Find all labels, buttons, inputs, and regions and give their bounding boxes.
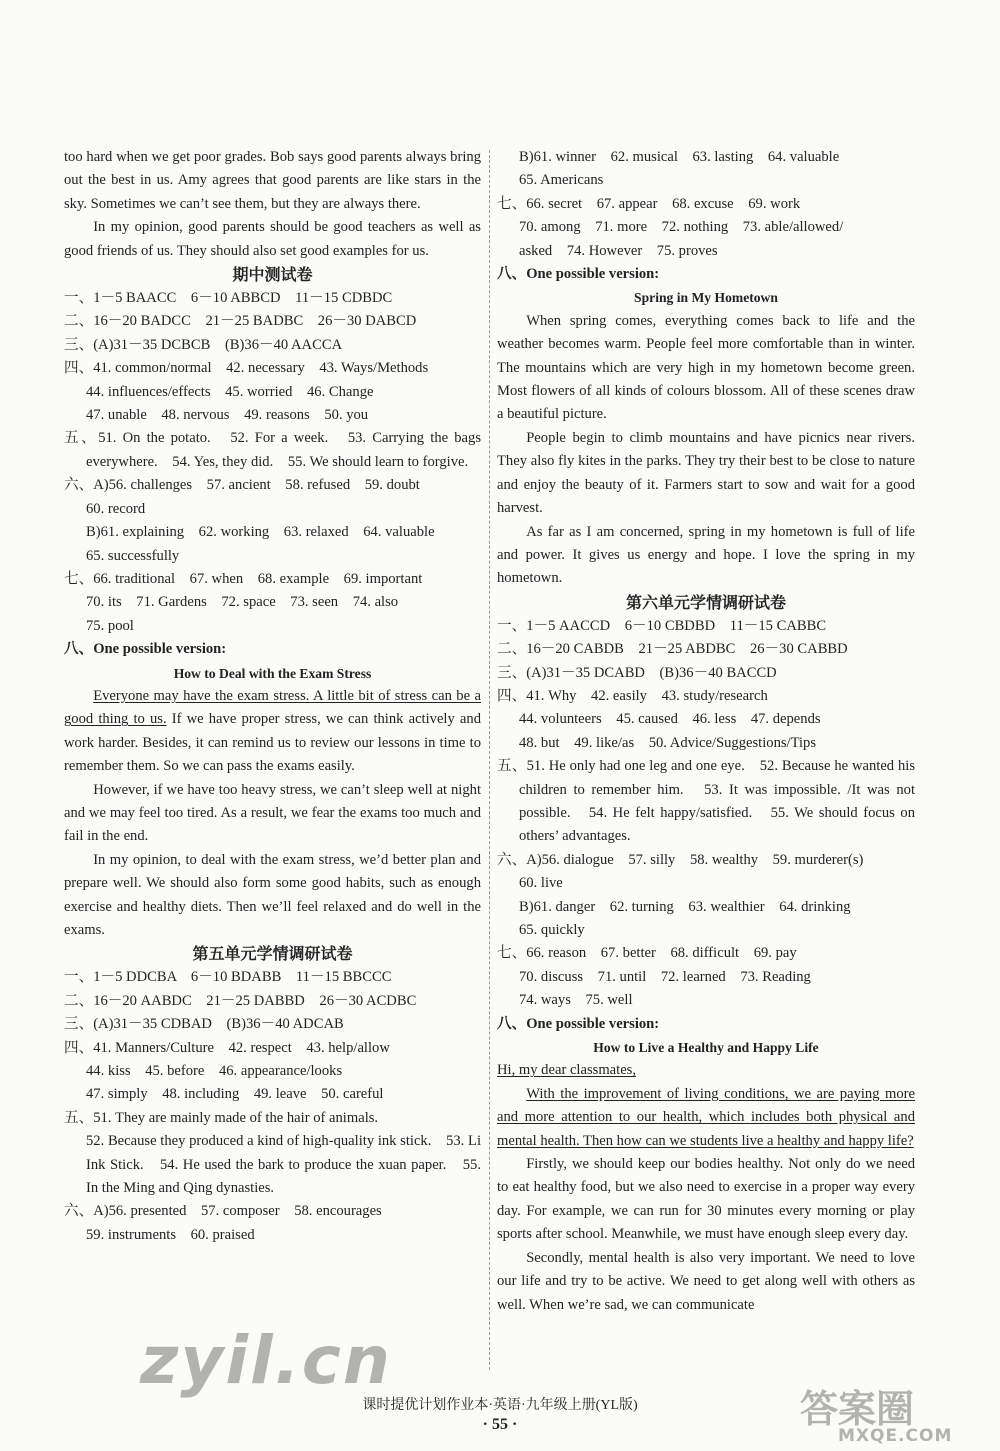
- answer-line: 二、16－20 AABDC 21－25 DABBD 26－30 ACDBC: [64, 992, 417, 1009]
- version-label: 八、One possible version:: [497, 266, 660, 283]
- left-column: [64, 146, 481, 1247]
- answer-line: 七、66. traditional 67. when 68. example 69. important: [64, 570, 423, 587]
- answer-line: 六、A)56. presented 57. composer 58. encourages: [64, 1203, 382, 1220]
- answer-line: 七、66. reason 67. better 68. difficult 69. pay: [497, 945, 797, 962]
- answer-line: asked 74. However 75. proves: [519, 242, 718, 259]
- answer-line: 47. simply 48. including 49. leave 50. careful: [86, 1086, 384, 1103]
- footer-title: 课时提优计划作业本·英语·九年级上册(YL版): [362, 1398, 638, 1413]
- paragraph: In my opinion, to deal with the exam stress, we’d better plan and prepare well. We should also form some good habits, such as enough exercise and healthy diets. Then we’ll feel relaxed and do well in the exams.: [64, 851, 481, 938]
- answer-line: 59. instruments 60. praised: [86, 1226, 255, 1243]
- version-label: 八、One possible version:: [64, 641, 227, 658]
- underlined-text: With the improvement of living conditions, we are paying more and more attention to our health, which includes both physical and mental health. Then how can we students live a healthy and happy life?: [497, 1085, 915, 1149]
- answer-line: 60. live: [519, 875, 563, 892]
- answer-line: 44. influences/effects 45. worried 46. Change: [86, 383, 374, 400]
- answer-line: B)61. explaining 62. working 63. relaxed 64. valuable: [86, 524, 435, 541]
- paragraph: When spring comes, everything comes back to life and the weather becomes warm. People feel more comfortable than in winter. The mountains which are very high in my hometown become green. Most flowers of all kinds of colours blossom. All of these scenes draw a beautiful picture.: [497, 312, 915, 423]
- paragraph: As far as I am concerned, spring in my hometown is full of life and power. It gives us energy and hope. I love the spring in my hometown.: [497, 523, 915, 587]
- essay-title: Spring in My Hometown: [634, 290, 778, 306]
- text: If we have proper stress, we can think actively and work harder. Besides, it can remind us to review our lessons in time to remember them. So we can pass the exams easily.: [64, 711, 481, 775]
- answer-line: 65. Americans: [519, 172, 604, 189]
- answer-line: 五、51. They are mainly made of the hair of animals.: [64, 1109, 379, 1126]
- column-divider: [489, 150, 490, 1370]
- essay-title: How to Deal with the Exam Stress: [173, 665, 372, 681]
- watermark-daanquan: 答案圈: [800, 1387, 915, 1431]
- answer-line: 一、1－5 AACCD 6－10 CBDBD 11－15 CABBC: [497, 617, 827, 634]
- page-number: · 55 ·: [482, 1416, 518, 1433]
- answer-line: 75. pool: [86, 617, 134, 634]
- underlined-text: Everyone may have the exam stress. A little bit of stress can be a good thing to us.: [64, 687, 481, 728]
- answer-line: B)61. winner 62. musical 63. lasting 64. valuable: [519, 149, 840, 165]
- answer-line: 74. ways 75. well: [519, 992, 633, 1009]
- answer-line: 四、41. Why 42. easily 43. study/research: [497, 687, 768, 704]
- answer-line: 一、1－5 BAACC 6－10 ABBCD 11－15 CDBDC: [64, 290, 393, 307]
- answer-line: 70. its 71. Gardens 72. space 73. seen 74. also: [86, 594, 399, 611]
- answer-paragraph: 52. Because they produced a kind of high-quality ink stick. 53. Li Ink Stick. 54. He used the bark to produce the xuan paper. 55. In the Ming and Qing dynasties.: [86, 1133, 481, 1197]
- answer-line: 五、51. He only had one leg and one eye. 52. Because he wanted his children to remember him. 53. It was impossible. /It was not possible. 54. He felt happy/satisfied. 55. We should focus on others’ advantages.: [497, 758, 915, 845]
- paragraph: [497, 1059, 915, 1082]
- paragraph: [497, 1083, 915, 1153]
- answer-line: 44. volunteers 45. caused 46. less 47. depends: [519, 711, 821, 728]
- answer-line: 48. but 49. like/as 50. Advice/Suggestions/Tips: [519, 734, 817, 751]
- answer-line: 七、66. secret 67. appear 68. excuse 69. work: [497, 195, 801, 212]
- answer-line: 65. quickly: [519, 922, 585, 938]
- section-heading: 第六单元学情调研试卷: [625, 592, 786, 612]
- answer-line: 二、16－20 BADCC 21－25 BADBC 26－30 DABCD: [64, 313, 417, 330]
- answer-line: 70. discuss 71. until 72. learned 73. Reading: [519, 968, 811, 985]
- paragraph: Secondly, mental health is also very important. We need to love our life and try to be active. We need to get along well with others as well. When we’re sad, we can communicate: [497, 1249, 915, 1313]
- answer-line: 一、1－5 DDCBA 6－10 BDABB 11－15 BBCCC: [64, 969, 392, 986]
- watermark-mxqe: MXQE.COM: [838, 1426, 953, 1446]
- section-heading: 期中测试卷: [232, 265, 313, 285]
- answer-line: 60. record: [86, 500, 146, 517]
- answer-line: 三、(A)31－35 DCABD (B)36－40 BACCD: [497, 664, 777, 681]
- answer-line: 六、A)56. challenges 57. ancient 58. refused 59. doubt: [64, 477, 420, 494]
- underlined-text: Hi, my dear classmates,: [497, 1062, 637, 1079]
- answer-line: 五、51. On the potato. 52. For a week. 53. Carrying the bags everywhere. 54. Yes, they did. 55. We should learn to forgive.: [64, 430, 481, 470]
- answer-line: 70. among 71. more 72. nothing 73. able/allowed/: [519, 219, 844, 236]
- paragraph: In my opinion, good parents should be good teachers as well as good friends of us. They should also set good examples for us.: [64, 219, 481, 259]
- essay-title: How to Live a Healthy and Happy Life: [593, 1040, 819, 1056]
- watermark-zyil: zyil.cn: [140, 1322, 392, 1399]
- version-label: 八、One possible version:: [497, 1015, 660, 1032]
- paragraph: People begin to climb mountains and have picnics near rivers. They also fly kites in the parks. They try their best to be close to nature and enjoy the beauty of it. Farmers start to sow and wait for a good harvest.: [497, 429, 915, 517]
- answer-line: 四、41. common/normal 42. necessary 43. Ways/Methods: [64, 360, 429, 377]
- answer-line: 65. successfully: [86, 547, 180, 564]
- right-column: [497, 146, 915, 1317]
- answer-line: 二、16－20 CABDB 21－25 ABDBC 26－30 CABBD: [497, 641, 848, 658]
- answer-line: B)61. danger 62. turning 63. wealthier 64. drinking: [519, 898, 851, 915]
- paragraph: Firstly, we should keep our bodies healthy. Not only do we need to eat healthy food, but we also need to exercise in a proper way every day. For example, we can run for 30 minutes every morning or play sports after school. Meanwhile, we must have enough sleep every day.: [497, 1156, 915, 1243]
- answer-line: 四、41. Manners/Culture 42. respect 43. help/allow: [64, 1039, 390, 1056]
- answer-line: 六、A)56. dialogue 57. silly 58. wealthy 59. murderer(s): [497, 851, 864, 868]
- answer-line: 44. kiss 45. before 46. appearance/looks: [86, 1063, 343, 1080]
- paragraph: However, if we have too heavy stress, we can’t sleep well at night and we may feel too tired. As a result, we fear the exams too much and fail in the end.: [64, 781, 481, 845]
- answer-line: 三、(A)31－35 CDBAD (B)36－40 ADCAB: [64, 1016, 344, 1033]
- paragraph: [64, 685, 481, 779]
- answer-line: 47. unable 48. nervous 49. reasons 50. you: [86, 407, 369, 424]
- section-heading: 第五单元学情调研试卷: [192, 944, 353, 964]
- answer-line: 三、(A)31－35 DCBCB (B)36－40 AACCA: [64, 336, 343, 353]
- paragraph: too hard when we get poor grades. Bob says good parents always bring out the best in us. Amy agrees that good parents are like stars in the sky. Sometimes we can’t see them, but they are always there.: [64, 149, 481, 212]
